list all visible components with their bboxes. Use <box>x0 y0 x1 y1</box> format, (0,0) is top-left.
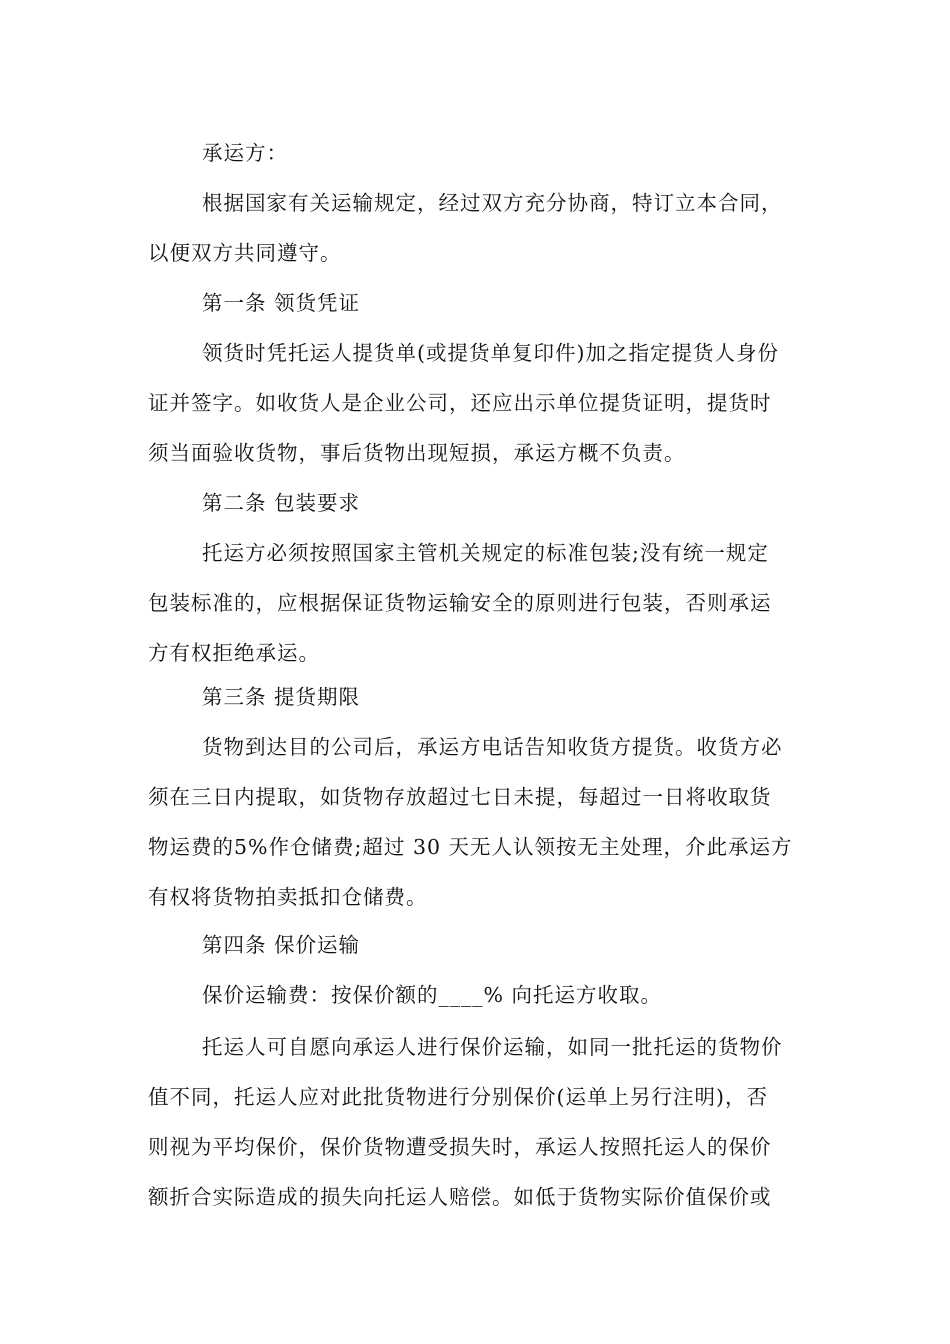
article-2-title <box>148 478 808 528</box>
text-line: 方有权拒绝承运。 <box>148 641 320 665</box>
text-line: 领货时凭托运人提货单(或提货单复印件)加之指定提货人身份 <box>202 341 779 365</box>
text-line: 货物到达目的公司后，承运方电话告知收货方提货。收货方必 <box>202 735 783 759</box>
text-line: 证并签字。如收货人是企业公司，还应出示单位提货证明，提货时 <box>148 391 772 415</box>
text-line: 第三条 提货期限 <box>202 685 361 709</box>
text-line: 物运费的5%作仓储费;超过 30 天无人认领按无主处理，介此承运方 <box>148 835 793 859</box>
article-4-body <box>148 1022 808 1222</box>
text-line: 托运方必须按照国家主管机关规定的标准包装;没有统一规定 <box>202 541 769 565</box>
intro-paragraph <box>148 178 808 278</box>
text-line: 以便双方共同遵守。 <box>148 241 342 265</box>
article-2-body <box>148 528 808 678</box>
text-line: 须当面验收货物，事后货物出现短损，承运方概不负责。 <box>148 441 686 465</box>
article-3-body <box>148 722 808 922</box>
text-line: 有权将货物拍卖抵扣仓储费。 <box>148 885 428 909</box>
text-line: 根据国家有关运输规定，经过双方充分协商，特订立本合同， <box>202 191 783 215</box>
text-line: 第四条 保价运输 <box>202 933 361 957</box>
article-4-fee <box>148 970 808 1020</box>
text-line: 须在三日内提取，如货物存放超过七日未提，每超过一日将收取货 <box>148 785 772 809</box>
article-1-body <box>148 328 808 478</box>
text-line: 第一条 领货凭证 <box>202 291 361 315</box>
text-line: 托运人可自愿向承运人进行保价运输，如同一批托运的货物价 <box>202 1035 783 1059</box>
text-line: 保价运输费：按保价额的____% 向托运方收取。 <box>202 983 662 1007</box>
article-3-title <box>148 672 808 722</box>
text-line: 值不同，托运人应对此批货物进行分别保价(运单上另行注明)，否 <box>148 1085 768 1109</box>
text-line: 包装标准的，应根据保证货物运输安全的原则进行包装，否则承运 <box>148 591 772 615</box>
text-line: 则视为平均保价，保价货物遭受损失时，承运人按照托运人的保价 <box>148 1135 772 1159</box>
text-line: 第二条 包装要求 <box>202 491 361 515</box>
text-line: 额折合实际造成的损失向托运人赔偿。如低于货物实际价值保价或 <box>148 1185 772 1209</box>
carrier-label <box>148 128 808 178</box>
article-4-title <box>148 920 808 970</box>
article-1-title <box>148 278 808 328</box>
text-line: 承运方： <box>202 141 288 165</box>
